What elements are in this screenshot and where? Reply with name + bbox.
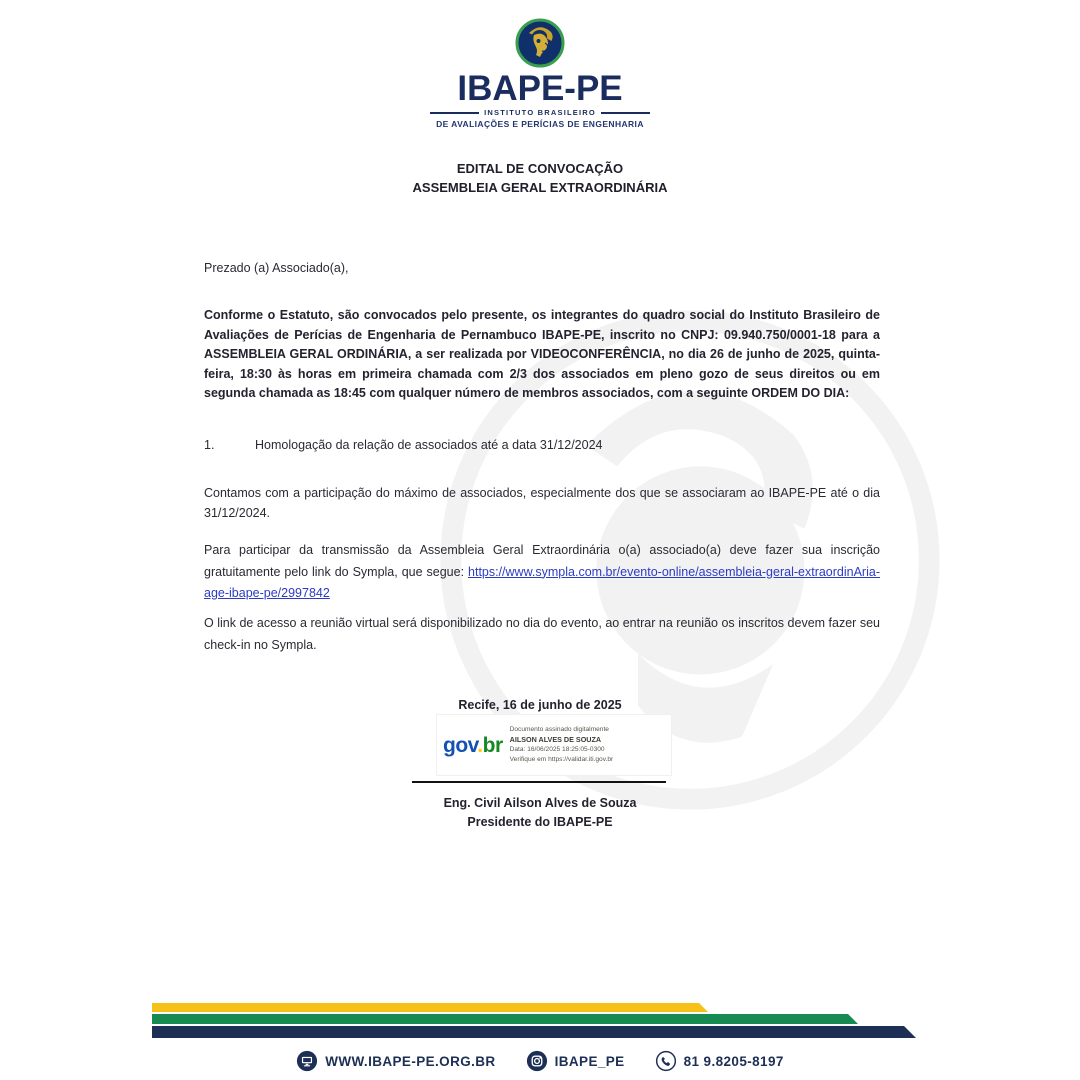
instagram-icon xyxy=(526,1050,548,1072)
footer-stripe-yellow xyxy=(152,1003,708,1012)
logo-subtitle-2: DE AVALIAÇÕES E PERÍCIAS DE ENGENHARIA xyxy=(436,119,644,129)
stamp-date-line: Data: 16/06/2025 18:25:05-0300 xyxy=(509,746,605,754)
stamp-text-block xyxy=(510,725,614,764)
logo-rule-left xyxy=(430,112,479,114)
govbr-logo xyxy=(443,735,503,756)
paragraph-sympla xyxy=(204,540,880,605)
signature-block xyxy=(0,794,1080,832)
logo-subtitle-1 xyxy=(430,108,650,117)
header-logo xyxy=(0,18,1080,129)
website-text: WWW.IBAPE-PE.ORG.BR xyxy=(325,1053,496,1069)
contact-phone xyxy=(655,1050,784,1072)
stamp-line-digitally-signed: Documento assinado digitalmente xyxy=(509,726,609,734)
footer-stripe-green xyxy=(152,1014,858,1024)
logo-wordmark: IBAPE-PE xyxy=(457,69,623,108)
logo-subtitle-1-text: INSTITUTO BRASILEIRO xyxy=(484,108,596,117)
ibape-emblem-icon xyxy=(515,18,565,68)
title-line-2: ASSEMBLEIA GERAL EXTRAORDINÁRIA xyxy=(412,179,668,195)
stamp-verify-line: Verifique em https://validar.iti.gov.br xyxy=(509,755,614,763)
paragraph-access-info: O link de acesso a reunião virtual será disponibilizado no dia do evento, ao entrar na reunião os inscritos devem fazer seu check-in no Sympla. xyxy=(204,616,880,652)
footer-stripe-navy xyxy=(152,1026,916,1038)
document-title xyxy=(0,160,1080,198)
paragraph-participation: Contamos com a participação do máximo de associados, especialmente dos que se associaram ao IBAPE-PE até o dia 31/12/2024. xyxy=(204,486,880,520)
logo-rule-right xyxy=(601,112,650,114)
agenda-item-text: Homologação da relação de associados até a data 31/12/2024 xyxy=(255,438,603,452)
instagram-handle-text: IBAPE_PE xyxy=(554,1053,625,1069)
paragraph-convocation: Conforme o Estatuto, são convocados pelo presente, os integrantes do quadro social do Instituto Brasileiro de Avaliações de Perícias de Engenharia de Pernambuco IBAPE-PE, inscrito no CNPJ: 09.940.750/0001-18 para a ASSEMBLEIA GERAL ORDINÁRIA, a ser realizada por VIDEOCONFERÊNCIA, no dia 26 de junho de 2025, quinta-feira, 18:30 às horas em primeira chamada com 2/3 dos associados em pleno gozo de seus direitos ou em segunda chamada as 18:45 com qualquer número de membros associados, com a seguinte ORDEM DO DIA: xyxy=(204,308,880,400)
footer-contacts xyxy=(0,1050,1080,1072)
govbr-logo-dot: . xyxy=(477,733,483,757)
monitor-icon xyxy=(296,1050,318,1072)
stamp-signer-name: AILSON ALVES DE SOUZA xyxy=(509,735,602,744)
sympla-registration-link[interactable]: https://www.sympla.com.br/evento-online/assembleia-geral-extraordinAria-age-ibape-pe/2997842 xyxy=(204,564,880,600)
govbr-logo-br: br xyxy=(482,733,503,757)
phone-icon xyxy=(655,1050,677,1072)
salutation: Prezado (a) Associado(a), xyxy=(204,261,349,275)
paragraph-sympla-prefix: Para participar da transmissão da Assembleia Geral Extraordinária o(a) associado(a) deve fazer sua inscrição gratuitamente pelo link do Sympla, que segue: xyxy=(204,543,880,579)
signer-role: Presidente do IBAPE-PE xyxy=(467,815,613,829)
agenda-item xyxy=(204,436,880,456)
signature-rule xyxy=(412,781,666,783)
signer-name: Eng. Civil Ailson Alves de Souza xyxy=(443,796,637,810)
date-line: Recife, 16 de junho de 2025 xyxy=(458,698,622,712)
govbr-logo-gov: gov xyxy=(443,733,478,757)
contact-website xyxy=(296,1050,495,1072)
phone-number-text: 81 9.8205-8197 xyxy=(683,1053,784,1069)
title-line-1: EDITAL DE CONVOCAÇÃO xyxy=(456,161,624,176)
contact-instagram xyxy=(526,1050,625,1072)
agenda-item-number: 1. xyxy=(204,438,215,452)
govbr-signature-stamp xyxy=(436,714,672,776)
